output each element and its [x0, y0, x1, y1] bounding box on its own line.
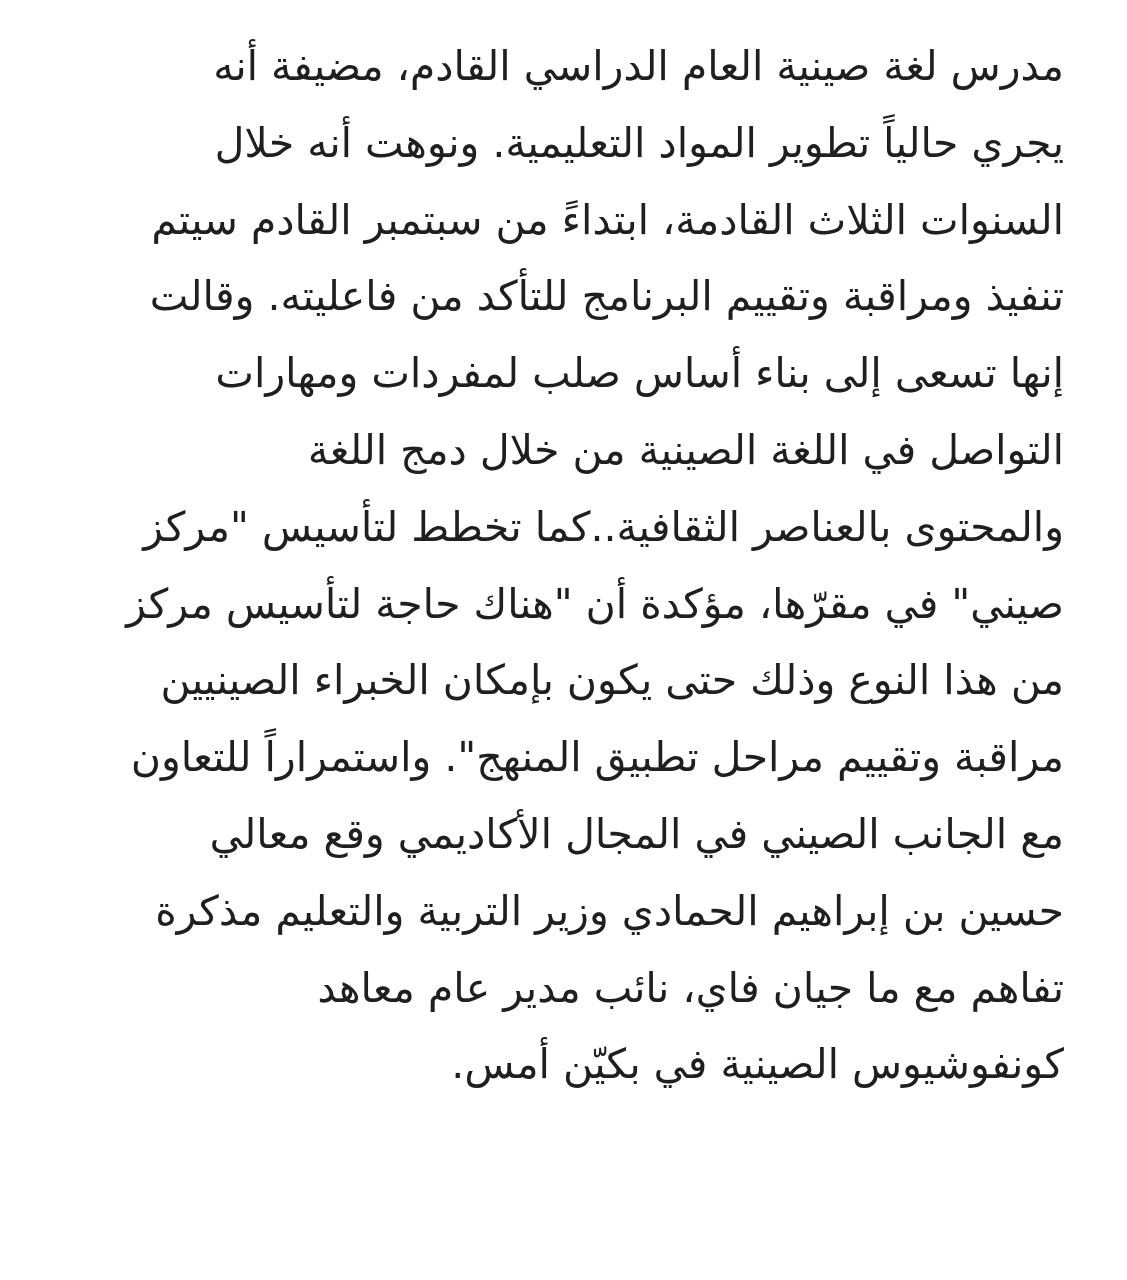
article-line-14: كونفوشيوس الصينية في بكيّن أمس. [451, 1040, 1064, 1089]
article-line-13: تفاهم مع ما جيان فاي، نائب مدير عام معاهد [317, 963, 1064, 1012]
article-line-11: مع الجانب الصيني في المجال الأكاديمي وقع معالي [209, 809, 1064, 858]
article-line-1: مدرس لغة صينية العام الدراسي القادم، مضيفة أنه [213, 42, 1064, 90]
article-line-9: من هذا النوع وذلك حتى يكون بإمكان الخبراء الصينيين [160, 656, 1064, 705]
article-line-10: مراقبة وتقييم مراحل تطبيق المنهج". واستمراراً للتعاون [130, 733, 1064, 782]
article-line-2: يجري حالياً تطوير المواد التعليمية. ونوهت أنه خلال [214, 118, 1064, 167]
article-line-8: صيني" في مقرّها، مؤكدة أن "هناك حاجة لتأسيس مركز [126, 579, 1064, 628]
article-body [64, 28, 1064, 1103]
article-line-4: تنفيذ ومراقبة وتقييم البرنامج للتأكد من فاعليته. وقالت [149, 272, 1064, 321]
article-line-6: التواصل في اللغة الصينية من خلال دمج اللغة [307, 425, 1064, 474]
article-line-12: حسين بن إبراهيم الحمادي وزير التربية والتعليم مذكرة [155, 886, 1064, 935]
article-line-7: والمحتوى بالعناصر الثقافية..كما تخطط لتأسيس "مركز [143, 502, 1064, 551]
article-line-3: السنوات الثلاث القادمة، ابتداءً من سبتمبر القادم سيتم [151, 195, 1064, 244]
article-line-5: إنها تسعى إلى بناء أساس صلب لمفردات ومهارات [215, 349, 1064, 398]
